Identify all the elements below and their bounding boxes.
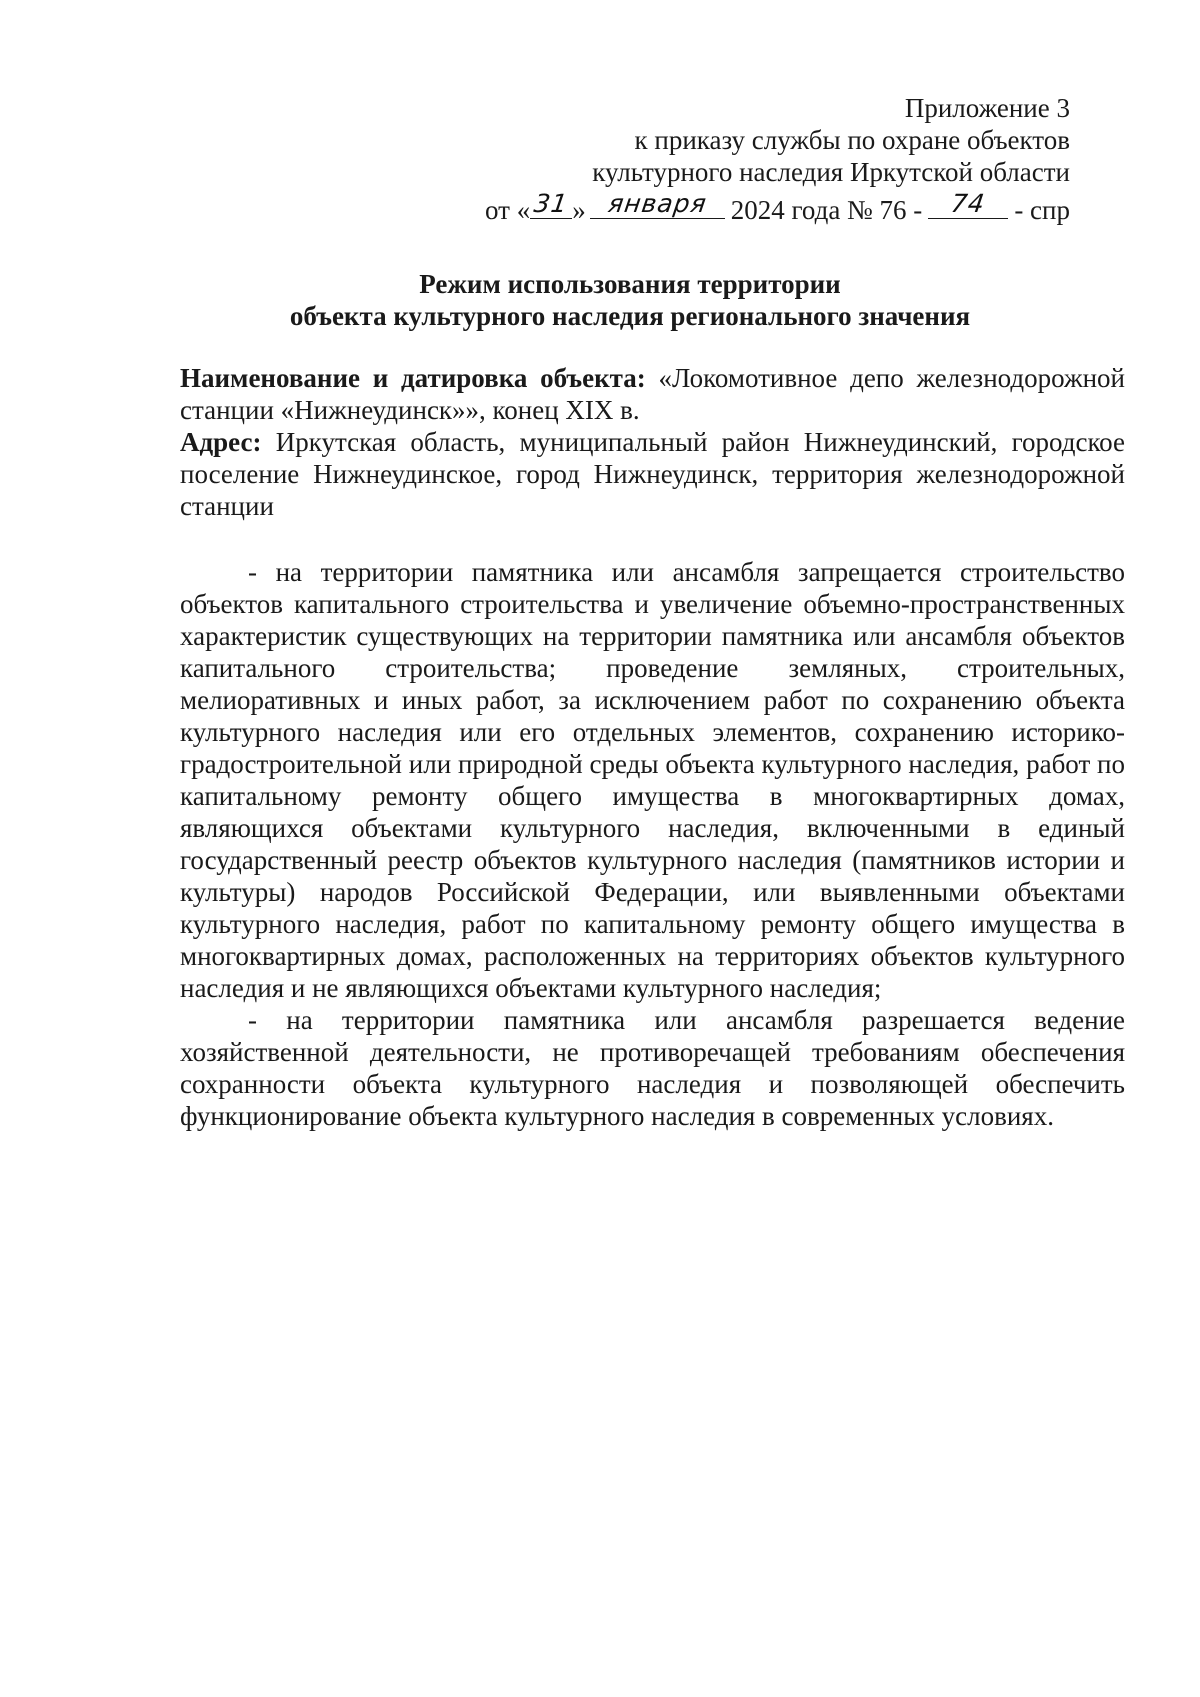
title-line-1: Режим использования территории bbox=[419, 269, 841, 299]
date-prefix: от « bbox=[485, 195, 531, 225]
document-title bbox=[130, 268, 1130, 332]
rule-prohibited: - на территории памятника или ансамбля запрещается строительство объектов капитального строительства и увеличение объемно-пространственных характеристик существующих на территории памятника или ансамбля объектов капитального строительства; проведение земляных, строительных, мелиоративных и иных работ, за исключением работ по сохранению объекта культурного наследия или его отдельных элементов, сохранению историко-градостроительной или природной среды объекта культурного наследия, работ по капитальному ремонту общего имущества в многоквартирных домах, являющихся объектами культурного наследия, включенными в единый государственный реестр объектов культурного наследия (памятников истории и культуры) народов Российской Федерации, или выявленными объектами культурного наследия, работ по капитальному ремонту общего имущества в многоквартирных домах, расположенных на территориях объектов культурного наследия и не являющихся объектами культурного наследия; bbox=[180, 557, 1125, 1003]
usage-rules bbox=[180, 556, 1125, 1132]
object-name-label: Наименование и датировка объекта: bbox=[180, 363, 646, 393]
handwritten-day: 31 bbox=[532, 189, 571, 218]
month-field bbox=[590, 188, 725, 219]
order-suffix: - спр bbox=[1014, 195, 1070, 225]
year-and-order-prefix: 2024 года № 76 - bbox=[730, 195, 923, 225]
day-field bbox=[530, 188, 572, 219]
appendix-number: Приложение 3 bbox=[904, 93, 1070, 123]
object-name-paragraph bbox=[180, 362, 1125, 426]
handwritten-month: января bbox=[606, 189, 709, 218]
object-address-paragraph bbox=[180, 426, 1125, 522]
rule-permitted: - на территории памятника или ансамбля разрешается ведение хозяйственной деятельности, не противоречащей требованиям обеспечения сохранности объекта культурного наследия и позволяющей обеспечить функционирование объекта культурного наследия в современных условиях. bbox=[180, 1005, 1125, 1131]
appendix-header bbox=[485, 92, 1070, 226]
object-name-value: «Локомотивное депо железнодорожной станции «Нижнеудинск»», конец XIX в. bbox=[180, 363, 1125, 425]
order-date-line bbox=[485, 188, 1070, 226]
date-quote-close: » bbox=[572, 195, 586, 225]
order-number-field bbox=[928, 188, 1008, 219]
object-address-label: Адрес: bbox=[180, 427, 262, 457]
title-line-2: объекта культурного наследия регионального значения bbox=[289, 301, 971, 331]
authority-name-line: культурного наследия Иркутской области bbox=[592, 157, 1070, 187]
order-reference-line: к приказу службы по охране объектов bbox=[634, 125, 1070, 155]
handwritten-order-number: 74 bbox=[949, 189, 988, 218]
object-address-value: Иркутская область, муниципальный район Нижнеудинский, городское поселение Нижнеудинское, город Нижнеудинск, территория железнодорожной станции bbox=[180, 427, 1125, 521]
object-details bbox=[180, 362, 1125, 522]
